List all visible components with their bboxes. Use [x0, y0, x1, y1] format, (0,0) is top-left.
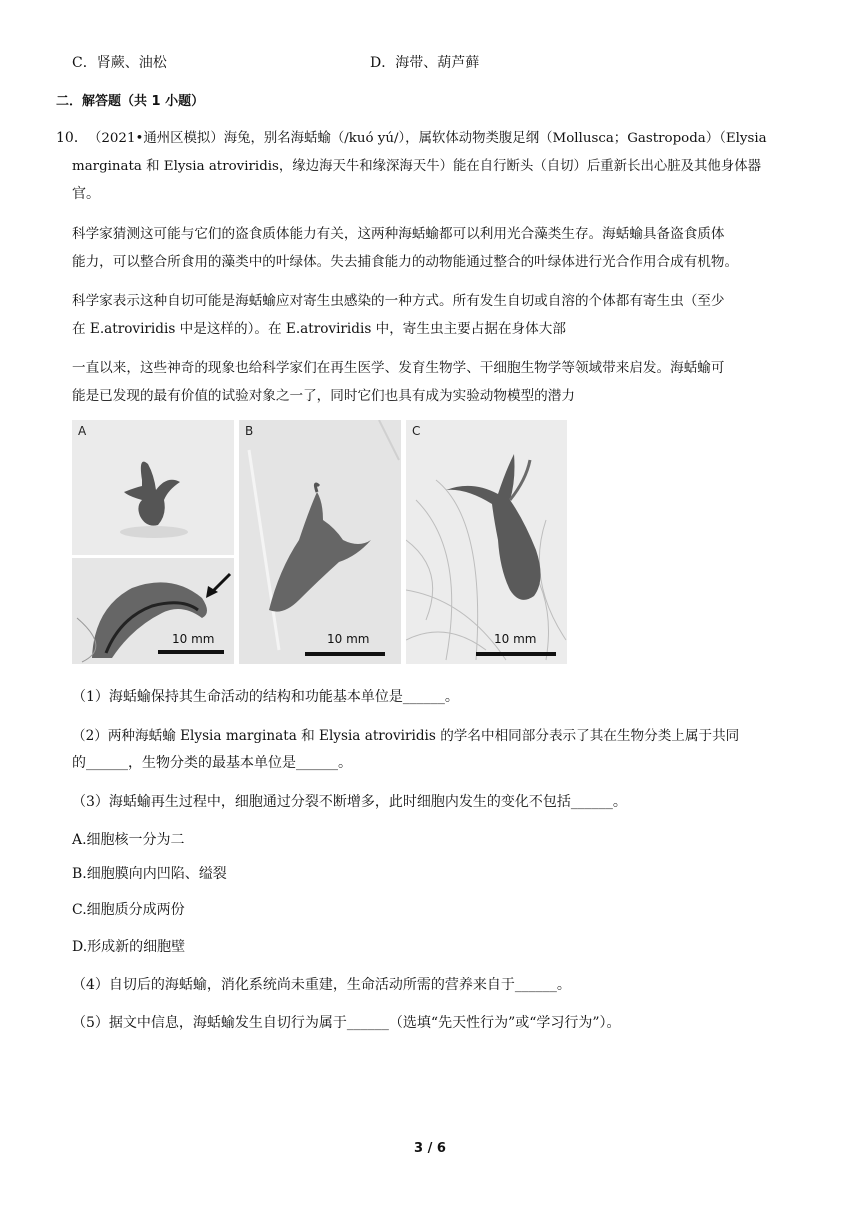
scale-label-b: 10 mm [327, 632, 370, 646]
subquestion-5: （5）据文中信息，海蛞蝓发生自切行为属于______（选填“先天性行为”或“学习行为”）。 [72, 1015, 621, 1031]
panel-a-top [72, 420, 234, 555]
scale-label-a: 10 mm [172, 632, 215, 646]
subquestion-3-option-c: C.细胞质分成两份 [72, 902, 185, 918]
question-line-2: marginata 和 Elysia atroviridis，缘边海天牛和缘深海天牛）能在自行断头（自切）后重新长出心脏及其他身体器 [72, 159, 761, 174]
scale-bar-c [476, 652, 556, 656]
subquestion-2-line-1: （2）两种海蛞蝓 Elysia marginata 和 Elysia atroviridis 的学名中相同部分表示了其在生物分类上属于共同 [72, 728, 740, 744]
paragraph-4-line-2: 能是已发现的最有价值的试验对象之一了，同时它们也具有成为实验动物模型的潜力 [72, 388, 575, 404]
subquestion-3-option-a: A.细胞核一分为二 [72, 832, 185, 848]
panel-a-label: A [78, 424, 87, 438]
scale-bar-a [158, 650, 224, 654]
subquestion-1: （1）海蛞蝓保持其生命活动的结构和功能基本单位是______。 [72, 689, 459, 705]
section-title: 二．解答题（共 1 小题） [56, 94, 205, 109]
question-line-3: 官。 [72, 186, 100, 202]
panel-a-bottom [72, 558, 234, 664]
slug-c-image [406, 420, 567, 664]
scale-bar-b [305, 652, 385, 656]
panel-c [406, 420, 567, 664]
paragraph-3-line-1: 科学家表示这种自切可能是海蛞蝓应对寄生虫感染的一种方式。所有发生自切或自溶的个体都有寄生虫（至少 [72, 293, 725, 309]
question-number: 10． [56, 130, 88, 146]
subquestion-3-option-b: B.细胞膜向内凹陷、缢裂 [72, 866, 227, 882]
subquestion-2-line-2: 的______，生物分类的最基本单位是______。 [72, 755, 352, 771]
panel-c-label: C [412, 424, 421, 438]
slug-b-image [239, 420, 401, 664]
subquestion-3-option-d: D.形成新的细胞壁 [72, 939, 186, 955]
paragraph-4-line-1: 一直以来，这些神奇的现象也给科学家们在再生医学、发育生物学、干细胞生物学等领域带来启发。海蛞蝓可 [72, 360, 725, 376]
paragraph-3-line-2: 在 E.atroviridis 中是这样的）。在 E.atroviridis 中，寄生虫主要占据在身体大部 [72, 321, 566, 337]
subquestion-4: （4）自切后的海蛞蝓，消化系统尚未重建，生命活动所需的营养来自于______。 [72, 977, 571, 993]
slug-a-head-image [72, 420, 234, 555]
option-c: C．肾蕨、油松 [72, 55, 167, 71]
slug-a-body-image [72, 558, 234, 664]
scale-label-c: 10 mm [494, 632, 537, 646]
panel-b [239, 420, 401, 664]
paragraph-2-line-1: 科学家猜测这可能与它们的盗食质体能力有关，这两种海蛞蝓都可以利用光合藻类生存。海蛞蝓具备盗食质体 [72, 226, 725, 242]
question-line-1: （2021•通州区模拟）海兔，别名海蛞蝓（/kuó yú/），属软体动物类腹足纲（Mollusca；Gastropoda）（Elysia [88, 131, 767, 146]
page-number: 3 / 6 [414, 1141, 446, 1156]
paragraph-2-line-2: 能力，可以整合所食用的藻类中的叶绿体。失去捕食能力的动物能通过整合的叶绿体进行光合作用合成有机物。 [72, 254, 739, 270]
option-d: D．海带、葫芦藓 [370, 55, 480, 71]
panel-b-label: B [245, 424, 254, 438]
subquestion-3: （3）海蛞蝓再生过程中，细胞通过分裂不断增多，此时细胞内发生的变化不包括______。 [72, 794, 627, 810]
